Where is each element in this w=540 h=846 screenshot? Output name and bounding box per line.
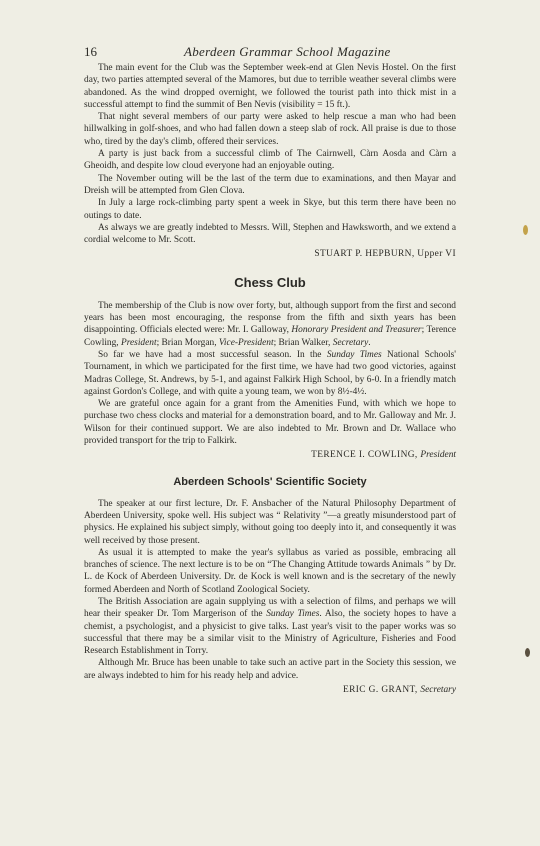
paragraph: So far we have had a most successful season. In the Sunday Times National Schools' Tournament, in which we participated for the first time, we have had two good victories, against Madras College, St. Andrews, by 5-1, and against Falkirk High School, by 6-0. In a friendly match against Gordon's College, and with quite a young team, we won by 8½-4½. xyxy=(84,349,456,397)
paragraph: We are grateful once again for a grant from the Amenities Fund, with which we hope to purchase two chess clocks and material for a demonstration board, and to Mr. Galloway and Mr. J. Wilson for their continued support. We are also indebted to Mr. Brown and Dr. Wallace who provided transport for the trip to Falkirk. xyxy=(84,399,456,447)
section-heading: Aberdeen Schools' Scientific Society xyxy=(173,475,367,488)
paragraph: Although Mr. Bruce has been unable to take such an active part in the Society this session, we are always indebted to him for his ready help and advice. xyxy=(84,658,456,681)
scientific-society-section xyxy=(84,476,456,697)
paragraph: The membership of the Club is now over forty, but, although support from the first and second years has been most encouraging, the response from the fifth and sixth years has been disappointing. Officials elected were: Mr. I. Galloway, Honorary President and Treasurer; Terence Cowling, President; Brian Morgan, Vice-President; Brian Walker, Secretary. xyxy=(84,300,456,348)
paragraph: That night several members of our party were asked to help rescue a man who had been hillwalking in golf-shoes, and who had fallen down a steep slab of rock. All praise is due to those who, tired by the day's climb, offered their services. xyxy=(84,112,456,147)
paragraph: A party is just back from a successful climb of The Cairnwell, Càrn Aosda and Càrn a Gheoidh, and despite low cloud everyone had an enjoyable outing. xyxy=(84,149,456,172)
page-header xyxy=(84,44,456,60)
chess-club-section xyxy=(84,275,456,462)
paragraph: The main event for the Club was the September week-end at Glen Nevis Hostel. On the first day, two parties attempted several of the Mamores, but due to terrible weather several climbs were abandoned. As the wind dropped overnight, we followed the tourist path into thick mist in a successful attempt to find the summit of Ben Nevis (visibility = 15 ft.). xyxy=(84,63,456,110)
paragraph: The November outing will be the last of the term due to examinations, and then Mayar and Dreish will be attempted from Glen Clova. xyxy=(84,173,456,196)
magazine-title: Aberdeen Grammar School Magazine xyxy=(184,44,391,59)
hillwalking-section xyxy=(84,62,456,261)
signature: ERIC G. GRANT, Secretary xyxy=(342,685,456,696)
signature: STUART P. HEPBURN, Upper VI xyxy=(314,249,456,260)
foxing-mark xyxy=(523,225,528,235)
paragraph: The British Association are again supplying us with a selection of films, and perhaps we will hear their speaker Dr. Tom Margerison of the Sunday Times. Also, the society hopes to have a chemist, a psychologist, and a physicist to give talks. Last year's visit to the paper works was so successful that there may be a similar visit to the Ministry of Agriculture, Fisheries and Food Research Establishment in Torry. xyxy=(84,596,456,657)
paragraph: As usual it is attempted to make the year's syllabus as varied as possible, embracing all branches of science. The next lecture is to be on “The Changing Attitude towards Animals ” by Dr. L. de Kock of Aberdeen University. Dr. de Kock is well known and is the secretary of the newly formed Aberdeen and North of Scotland Zoological Society. xyxy=(84,547,456,595)
paragraph: In July a large rock-climbing party spent a week in Skye, but this term there have been no outings to date. xyxy=(84,198,456,221)
section-heading: Chess Club xyxy=(234,274,306,290)
paragraph: The speaker at our first lecture, Dr. F. Ansbacher of the Natural Philosophy Department of Aberdeen University, spoke well. His subject was “ Relativity ”—a greatly misunderstood part of physics. He explained his subject simply, without going too deeply into it, and consequently it was well received by those present. xyxy=(84,498,456,546)
signature: TERENCE I. COWLING, President xyxy=(311,450,456,461)
page-content xyxy=(84,62,456,696)
page-number: 16 xyxy=(84,44,97,59)
foxing-mark xyxy=(525,648,530,657)
paragraph: As always we are greatly indebted to Messrs. Will, Stephen and Hawksworth, and we extend a cordial welcome to Mr. Scott. xyxy=(84,222,456,246)
